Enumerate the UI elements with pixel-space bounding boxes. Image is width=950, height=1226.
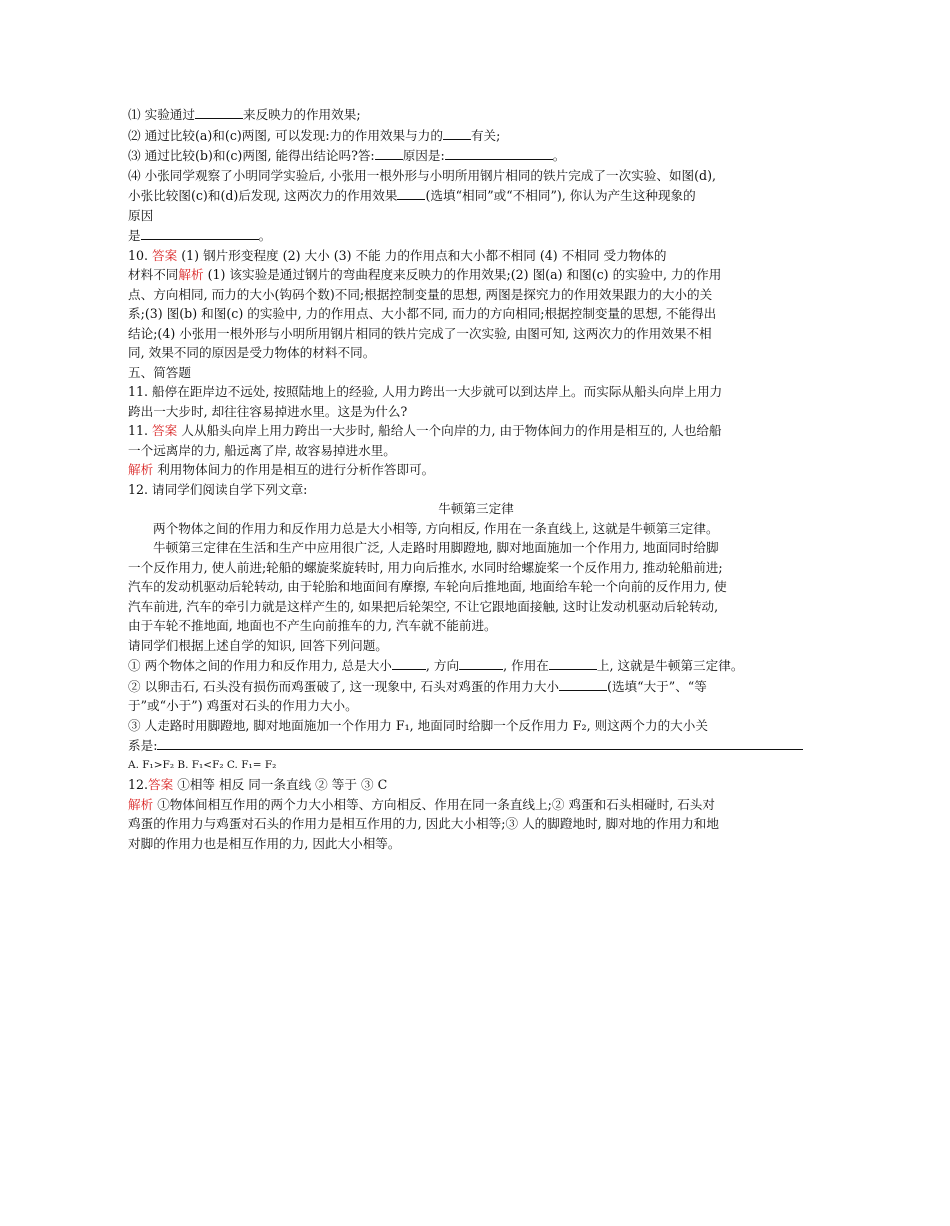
q12-intro: 12. 请同学们阅读自学下列文章: [128,481,308,497]
q12-sub2-line1: ② 以卵击石, 石头没有损伤而鸡蛋破了, 这一现象中, 石头对鸡蛋的作用力大小 (选填“大于”、“等 [128,676,824,697]
answer11-line2: 一个远离岸的力, 船远离了岸, 故容易掉进水里。 [128,442,396,458]
answer10-line1: 10. 答案 (1) 钢片形变程度 (2) 大小 (3) 不能 力的作用点和大小都不相同 (4) 不相同 受力物体的 [128,247,667,263]
analysis-label: 解析 [128,462,154,477]
analysis-label: 解析 [128,796,154,812]
answer-label: 答案 [152,247,178,263]
q9-part3: ⑶ 通过比较(b)和(c)两图, 能得出结论吗?答: 原因是: 。 [128,145,824,166]
q12-ask: 请同学们根据上述自学的知识, 回答下列问题。 [128,637,388,653]
answer-label: 答案 [152,423,178,438]
article-paragraph2-line3: 汽车的发动机驱动后轮转动, 由于轮胎和地面间有摩擦, 车轮向后推地面, 地面给车轮一个向前的反作用力, 使 [128,579,727,594]
document-page [128,104,824,853]
answer-blank [157,735,803,750]
answer-blank [445,145,553,160]
answer-blank [375,145,403,160]
q12-options: A. F₁>F₂ B. F₁<F₂ C. F₁= F₂ [128,758,277,771]
answer12-line3: 鸡蛋的作用力与鸡蛋对石头的作用力是相互作用的力, 因此大小相等;③ 人的脚蹬地时, 脚对地的作用力和地 [128,816,719,831]
answer-blank [459,655,503,670]
q9-part4-line2: 小张比较图(c)和(d)后发现, 这两次力的作用效果 (选填“相同”或“不相同”), 你认为产生这种现象的 [128,185,824,206]
article-paragraph2-line4: 汽车前进, 汽车的牵引力就是这样产生的, 如果把后轮架空, 不让它跟地面接触, 这时让发动机驱动后轮转动, [128,598,719,614]
answer-blank [141,225,259,240]
answer10-line6: 同, 效果不同的原因是受力物体的材料不同。 [128,345,376,360]
answer-blank [195,104,243,119]
answer-blank [549,655,597,670]
answer-blank [443,125,471,140]
q9-part4-line3: 原因 [128,207,154,223]
q11-line1: 11. 船停在距岸边不远处, 按照陆地上的经验, 人用力跨出一大步就可以到达岸上。而实际从船头向岸上用力 [128,384,723,399]
answer10-line2: 材料不同解析 (1) 该实验是通过钢片的弯曲程度来反映力的作用效果;(2) 图(a) 和图(c) 的实验中, 力的作用 [128,267,722,282]
answer10-line3: 点、方向相同, 而力的大小(钩码个数)不同;根据控制变量的思想, 两图是探究力的作用效果跟力的大小的关 [128,286,713,302]
section-heading: 五、简答题 [128,364,191,380]
q9-part2: ⑵ 通过比较(a)和(c)两图, 可以发现:力的作用效果与力的 有关; [128,125,824,146]
q9-part4-line4: 是 。 [128,225,824,246]
answer-blank [392,655,426,670]
article-paragraph1: 两个物体之间的作用力和反作用力总是大小相等, 方向相反, 作用在一条直线上, 这就是牛顿第三定律。 [153,520,719,536]
q12-sub1: ① 两个物体之间的作用力和反作用力, 总是大小 , 方向 , 作用在 上, 这就是牛顿第三定律。 [128,655,824,676]
analysis-label: 解析 [178,267,204,282]
article-paragraph2-line5: 由于车轮不推地面, 地面也不产生向前推车的力, 汽车就不能前进。 [128,618,497,633]
answer-blank [397,185,425,200]
answer12-line4: 对脚的作用力也是相互作用的力, 因此大小相等。 [128,835,401,851]
q9-part4-line1: ⑷ 小张同学观察了小明同学实验后, 小张用一根外形与小明所用钢片相同的铁片完成了一次实验、如图(d), [128,167,717,183]
answer11-line1: 11. 答案 人从船头向岸上用力跨出一大步时, 船给人一个向岸的力, 由于物体间力的作用是相互的, 人也给船 [128,423,722,438]
q9-part1: ⑴ 实验通过 来反映力的作用效果; [128,104,824,125]
article-paragraph2-line1: 牛顿第三定律在生活和生产中应用很广泛, 人走路时用脚蹬地, 脚对地面施加一个作用力, 地面同时给脚 [153,540,719,555]
q12-sub3-line2: 系是: [128,735,824,756]
q11-line2: 跨出一大步时, 却往往容易掉进水里。这是为什么? [128,403,408,419]
article-title: 牛顿第三定律 [438,501,514,516]
q12-sub2-line2: 于”或“小于”) 鸡蛋对石头的作用力大小。 [128,698,358,713]
answer-blank [559,676,607,691]
article-paragraph2-line2: 一个反作用力, 使人前进;轮船的螺旋桨旋转时, 用力向后推水, 水同时给螺旋桨一个反作用力, 推动轮船前进; [128,559,723,575]
answer12-line1: 12.答案 ①相等 相反 同一条直线 ② 等于 ③ C [128,777,388,792]
answer11-line3: 解析 利用物体间力的作用是相互的进行分析作答即可。 [128,462,435,477]
answer-label: 答案 [148,777,174,792]
answer12-line2: 解析 ①物体间相互作用的两个力大小相等、方向相反、作用在同一条直线上;② 鸡蛋和石头相碰时, 石头对 [128,796,715,812]
q12-sub3-line1: ③ 人走路时用脚蹬地, 脚对地面施加一个作用力 F₁, 地面同时给脚一个反作用力 F₂, 则这两个力的大小关 [128,717,708,733]
answer10-line4: 系;(3) 图(b) 和图(c) 的实验中, 力的作用点、大小都不同, 而力的方向相同;根据控制变量的思想, 不能得出 [128,306,717,321]
answer10-line5: 结论;(4) 小张用一根外形与小明所用钢片相同的铁片完成了一次实验, 由图可知, 这两次力的作用效果不相 [128,325,712,341]
